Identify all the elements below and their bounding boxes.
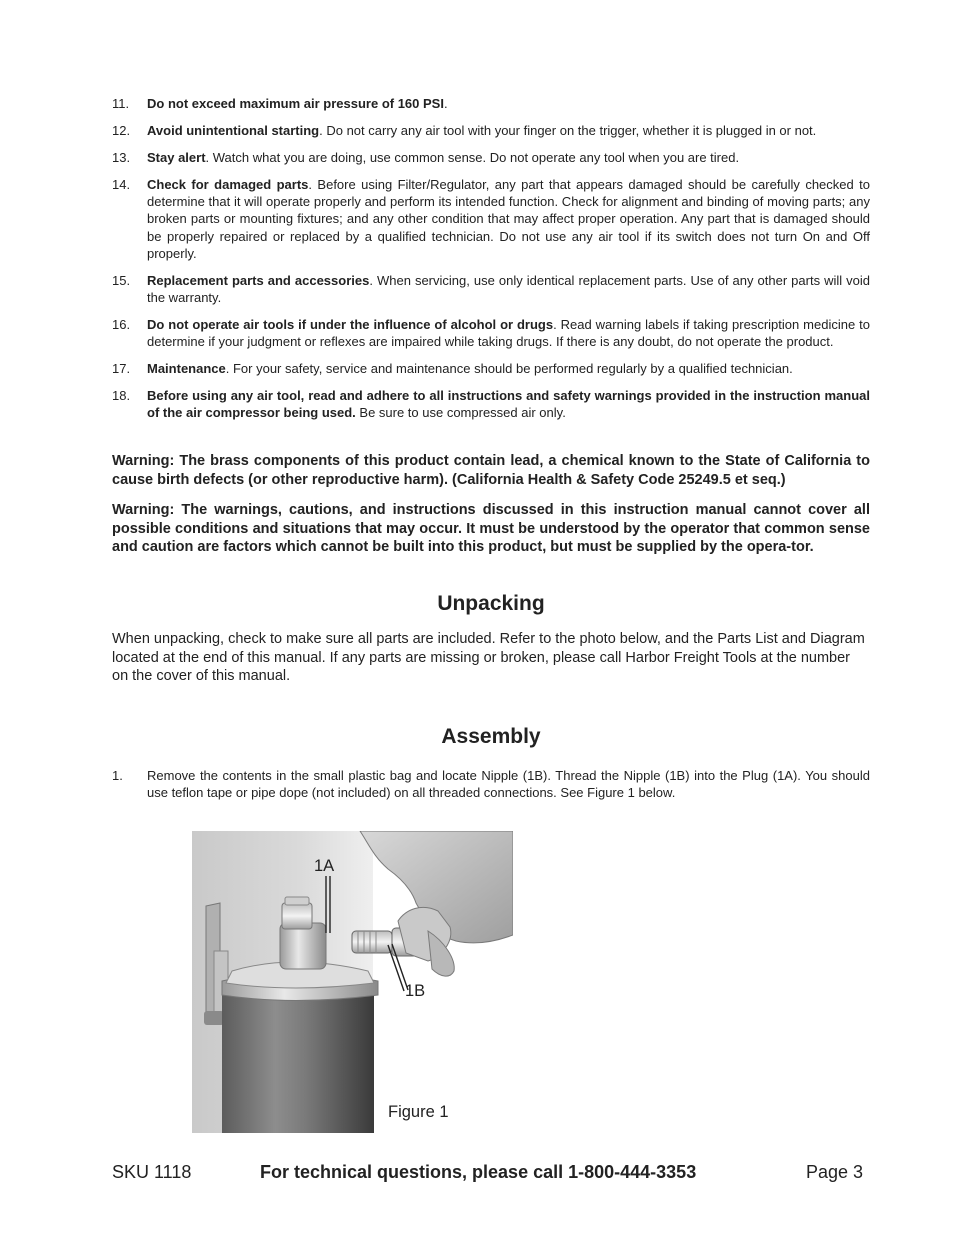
item-text: . When servicing, use only identical replacement parts. Use of any other parts will void the warranty. [147,272,871,306]
footer-phone: For technical questions, please call 1-800-444-3353 [260,1162,697,1182]
item-number: 11. [112,96,130,111]
item-number: 16. [112,316,131,332]
step-number: 1. [112,768,123,783]
item-number: 18. [112,388,131,404]
item-text: . Before using Filter/Regulator, any part that appears damaged should be carefully checked to determine that it will operate properly and perform its intended function. Check for alignment and binding of moving parts; any broken parts or mounting fixtures; and any other condition that may affect proper operation. Any part that is damaged should be properly repaired or replaced by a qualified technician. Do not use any air tool if its switch does not turn On and Off properly. [147,176,870,261]
filter-photo-illustration [192,831,513,1133]
label-1a: 1A [314,857,335,875]
item-text: . [443,96,448,111]
list-item [112,387,870,422]
footer-page-number: Page 3 [806,1162,864,1182]
item-title: Do not operate air tools if under the influence of alcohol or drugs [147,316,554,332]
assembly-steps [112,767,870,811]
unpacking-text: When unpacking, check to make sure all parts are included. Refer to the photo below, and the Parts List and Diagram located at the end of this manual. If any parts are missing or broken, please call Harbor Freight Tools at the number on the cover of this manual. [112,631,865,685]
list-item [112,95,870,112]
item-text: . For your safety, service and maintenance should be performed regularly by a qualified technician. [225,361,793,377]
item-text: Be sure to use compressed air only. [355,405,566,421]
item-number: 15. [112,272,131,288]
step-text: Remove the contents in the small plastic bag and locate Nipple (1B). Thread the Nipple (1B) into the Plug (1A). You should use teflon tape or pipe dope (not included) on all threaded connections. See Figure 1 below. [147,768,870,801]
assembly-heading: Assembly [441,725,541,748]
label-1b: 1B [405,982,426,1000]
list-item [112,176,870,262]
unpacking-heading: Unpacking [437,592,545,615]
item-text: . Do not carry any air tool with your finger on the trigger, whether it is plugged in or not. [319,122,817,138]
item-title: Maintenance [147,361,226,377]
item-title: Avoid unintentional starting [147,122,320,138]
general-warning: Warning: The warnings, cautions, and instructions discussed in this instruction manual cannot cover all possible conditions and situations that may occur. It must be understood by the operator that common sense and caution are factors which cannot be built into this product, but must be supplied by the opera-tor. [112,502,870,556]
item-number: 14. [112,176,131,192]
list-item [112,149,870,166]
item-text: . Read warning labels if taking prescription medicine to determine if your judgment or reflexes are impaired while taking drugs. If there is any doubt, do not operate the product. [147,316,870,350]
list-item [112,316,870,351]
item-title: Check for damaged parts [147,176,309,192]
list-item [112,767,870,802]
item-number: 17. [112,361,131,377]
figure-photo [192,831,513,1133]
list-item [112,272,870,307]
safety-list [112,95,870,431]
item-number: 13. [112,149,131,165]
item-number: 12. [112,122,131,138]
item-title: Before using any air tool, read and adhere to all instructions and safety warnings provided in the instruction manual of the air compressor being used. [147,388,870,421]
lead-warning: Warning: The brass components of this product contain lead, a chemical known to the State of California to cause birth defects (or other reproductive harm). (California Health & Safety Code 25249.5 et seq.) [112,453,870,488]
footer-sku: SKU 1118 [112,1162,192,1182]
item-text: . Watch what you are doing, use common sense. Do not operate any tool when you are tired. [205,149,740,165]
list-item [112,360,870,377]
figure-caption: Figure 1 [388,1103,449,1121]
item-title: Replacement parts and accessories [147,272,370,288]
item-title: Do not exceed maximum air pressure of 160 PSI [147,96,444,111]
item-title: Stay alert [147,149,206,165]
list-item [112,122,870,139]
